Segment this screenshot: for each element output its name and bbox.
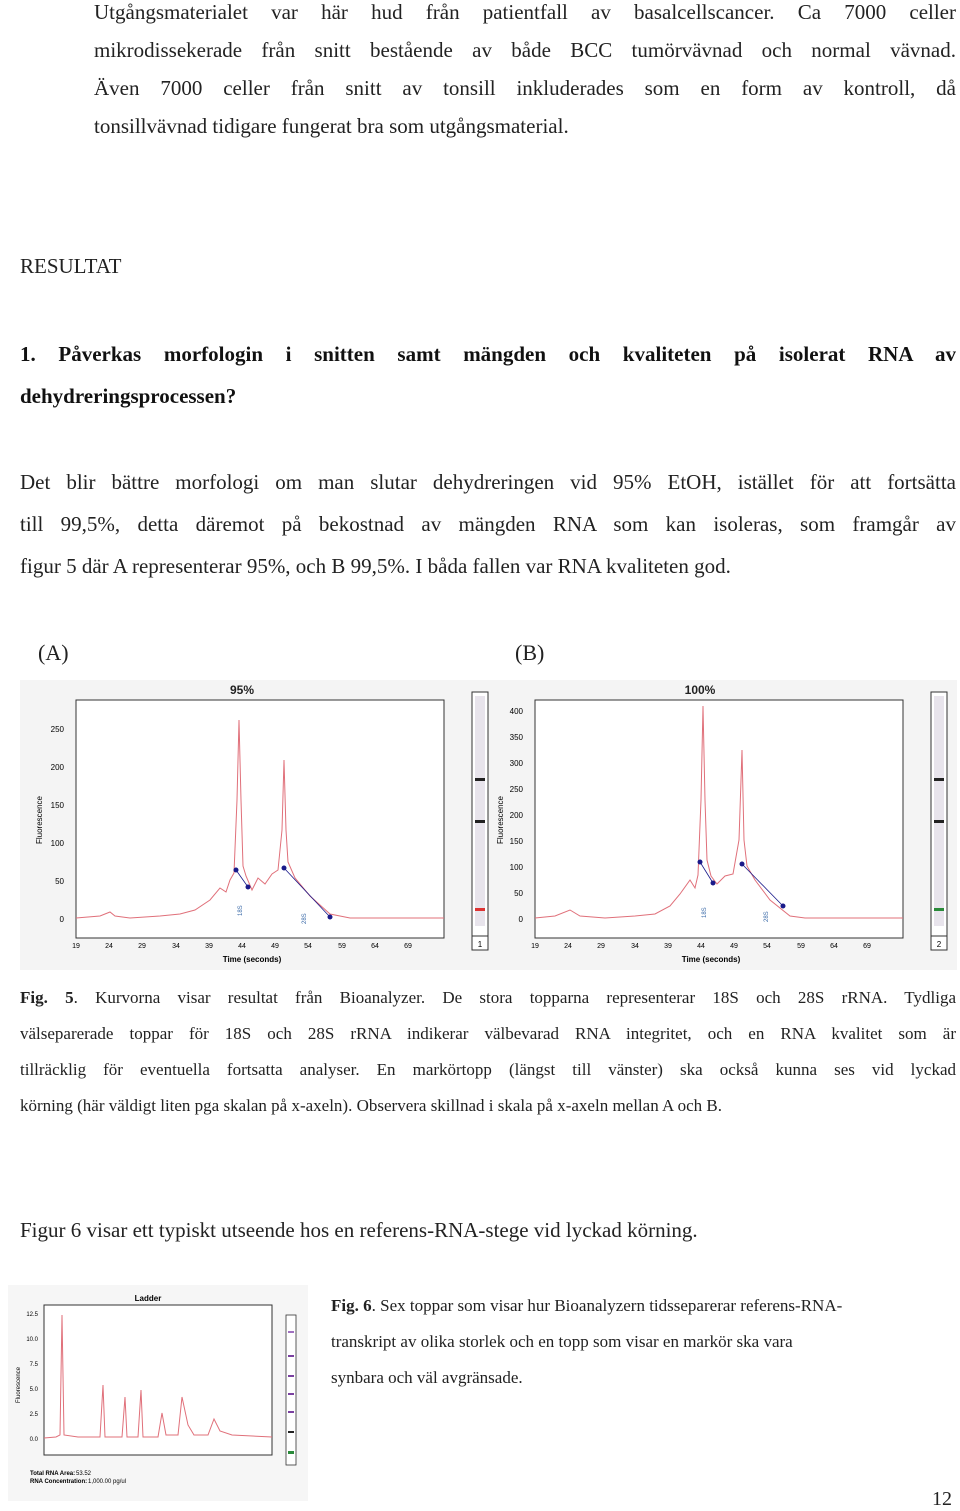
peak-label: 28S [302, 913, 308, 924]
y-tick: 300 [509, 759, 523, 768]
intro-line: Utgångsmaterialet var här hud från patientfall av basalcellscancer. Ca 7000 celler [94, 0, 956, 24]
peak-marker [328, 915, 333, 920]
peak-marker [711, 881, 716, 886]
peak-marker [246, 885, 251, 890]
figure5-caption [20, 980, 956, 1124]
y-tick: 50 [55, 877, 64, 886]
x-tick: 59 [797, 943, 805, 950]
footer-value: 1,000.00 pg/ul [88, 1479, 127, 1485]
x-tick: 24 [105, 943, 113, 950]
lane-number: 1 [477, 940, 483, 949]
x-axis-label: Time (seconds) [681, 955, 741, 964]
panel-a-label: (A) [38, 640, 69, 665]
caption-text: . Kurvorna visar resultat från Bioanalyzer. De stora topparna representerar 18S och 28S rRNA. Tydliga [73, 988, 956, 1007]
y-axis-label: Fluorescence [16, 1366, 22, 1404]
caption-line: välseparerade toppar för 18S och 28S rRNA indikerar välbevarad RNA integritet, och en RNA kvalitet som är [20, 1024, 956, 1043]
x-tick: 59 [338, 943, 346, 950]
peak-marker [781, 904, 786, 909]
peak-label: 18S [702, 907, 708, 918]
intro-line: tonsillvävnad tidigare fungerat bra som utgångsmaterial. [94, 114, 569, 138]
y-tick: 12.5 [26, 1312, 38, 1318]
peak-marker [282, 866, 287, 871]
x-tick: 69 [863, 943, 871, 950]
x-tick: 64 [371, 943, 379, 950]
caption-text: . Sex toppar som visar hur Bioanalyzern tidsseparerar referens-RNA- [371, 1296, 843, 1315]
gel-lane [931, 692, 947, 950]
question-heading [20, 333, 956, 417]
caption-line [20, 980, 956, 1016]
question-line: dehydreringsprocessen? [20, 384, 237, 408]
figure6-intro: Figur 6 visar ett typiskt utseende hos en referens-RNA-stege vid lyckad körning. [20, 1218, 698, 1242]
x-tick: 54 [763, 943, 771, 950]
y-tick: 50 [514, 889, 523, 898]
y-tick: 250 [50, 725, 64, 734]
x-tick: 34 [631, 943, 639, 950]
y-tick: 350 [509, 733, 523, 742]
x-tick: 24 [564, 943, 572, 950]
result-line: Det blir bättre morfologi om man slutar dehydreringen vid 95% EtOH, istället för att fortsätta [20, 470, 956, 494]
question-line: 1. Påverkas morfologin i snitten samt mängden och kvaliteten på isolerat RNA av [20, 342, 956, 366]
y-tick: 0.0 [29, 1437, 38, 1443]
chart-title: 100% [684, 683, 716, 697]
chart-title: Ladder [134, 1294, 162, 1303]
x-tick: 64 [830, 943, 838, 950]
footer-value: 53.52 [76, 1471, 92, 1477]
intro-line: Även 7000 celler från snitt av tonsill inkluderades som en form av kontroll, då [94, 76, 956, 100]
result-paragraph [20, 461, 956, 587]
figure5-panel-a [20, 680, 498, 970]
gel-lane [472, 692, 488, 950]
y-tick: 400 [509, 707, 523, 716]
x-tick: 29 [138, 943, 146, 950]
caption-line: transkript av olika storlek och en topp som visar en markör ska vara [331, 1332, 793, 1351]
caption-line [331, 1288, 956, 1324]
y-tick: 7.5 [29, 1362, 38, 1368]
footer-label: RNA Concentration: [30, 1479, 88, 1485]
caption-line: synbara och väl avgränsade. [331, 1368, 523, 1387]
y-tick: 0 [59, 915, 64, 924]
figure-label: Fig. 6 [331, 1296, 372, 1315]
y-tick: 0 [518, 915, 523, 924]
y-tick: 100 [509, 863, 523, 872]
page-number: 12 [932, 1488, 952, 1510]
figure6-caption [331, 1288, 956, 1396]
x-tick: 34 [172, 943, 180, 950]
lane-number: 2 [936, 940, 942, 949]
section-heading: RESULTAT [20, 254, 122, 278]
chart-title: 95% [229, 683, 255, 697]
peak-marker [698, 860, 703, 865]
peak-marker [740, 862, 745, 867]
footer-label: Total RNA Area: [30, 1471, 76, 1477]
gel-lane [286, 1315, 296, 1465]
x-tick: 49 [271, 943, 279, 950]
figure5-panel-b [495, 680, 957, 970]
x-tick: 44 [697, 943, 705, 950]
x-tick: 29 [597, 943, 605, 950]
peak-marker [234, 868, 239, 873]
intro-line: mikrodissekerade från snitt bestående av både BCC tumörvävnad och normal vävnad. [94, 38, 956, 62]
caption-line: körning (här väldigt liten pga skalan på x-axeln). Observera skillnad i skala på x-axeln mellan A och B. [20, 1096, 722, 1115]
x-tick: 19 [531, 943, 539, 950]
y-tick: 10.0 [26, 1337, 38, 1343]
y-tick: 200 [509, 811, 523, 820]
figure-label: Fig. 5 [20, 988, 74, 1007]
x-tick: 49 [730, 943, 738, 950]
result-line: till 99,5%, detta däremot på bekostnad av mängden RNA som kan isoleras, som framgår av [20, 512, 956, 536]
y-axis-label: Fluorescence [496, 795, 505, 845]
y-tick: 5.0 [29, 1387, 38, 1393]
x-tick: 39 [205, 943, 213, 950]
caption-line: tillräcklig för eventuella fortsatta analyser. En markörtopp (längst till vänster) ska också kunna ses vid lyckad [20, 1060, 956, 1079]
y-tick: 200 [50, 763, 64, 772]
y-tick: 150 [509, 837, 523, 846]
y-axis-label: Fluorescence [35, 795, 44, 845]
peak-label: 28S [764, 911, 770, 922]
y-tick: 250 [509, 785, 523, 794]
x-tick: 39 [664, 943, 672, 950]
x-tick: 44 [238, 943, 246, 950]
x-tick: 54 [304, 943, 312, 950]
intro-paragraph [94, 0, 956, 145]
peak-label: 18S [238, 905, 244, 916]
x-axis-label: Time (seconds) [222, 955, 282, 964]
y-tick: 150 [50, 801, 64, 810]
y-tick: 100 [50, 839, 64, 848]
x-tick: 69 [404, 943, 412, 950]
panel-b-label: (B) [515, 640, 545, 665]
x-tick: 19 [72, 943, 80, 950]
figure6-ladder [8, 1285, 308, 1501]
result-line: figur 5 där A representerar 95%, och B 99,5%. I båda fallen var RNA kvaliteten god. [20, 554, 731, 578]
y-tick: 2.5 [29, 1412, 38, 1418]
